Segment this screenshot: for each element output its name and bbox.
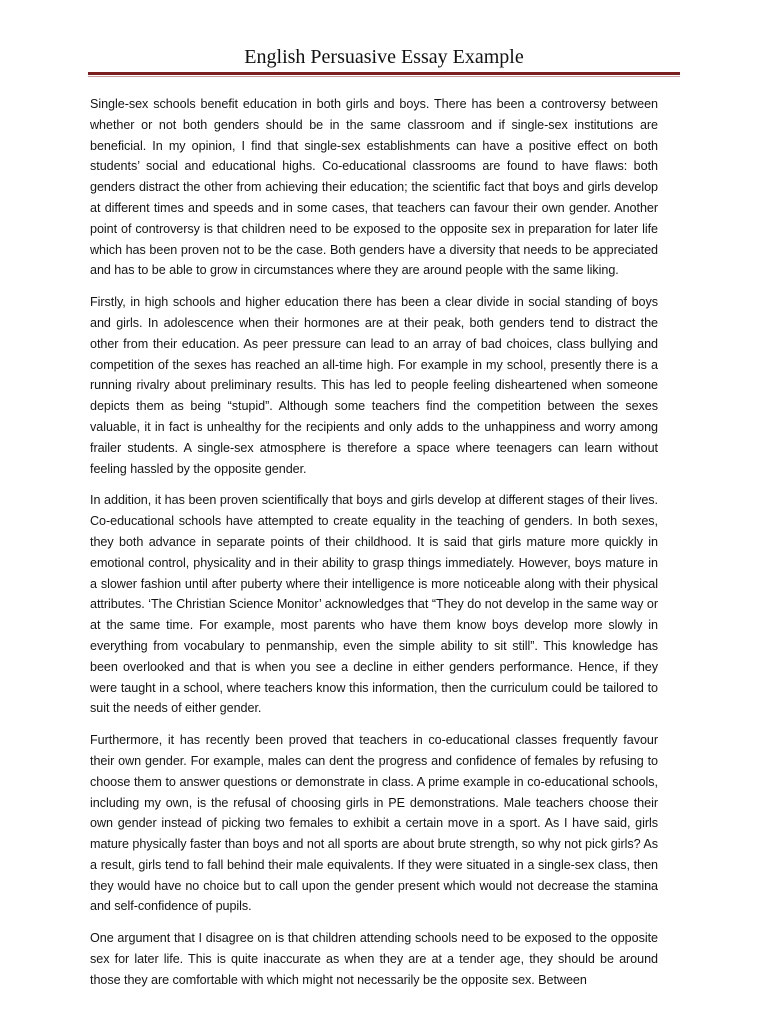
- essay-body: [90, 94, 658, 1002]
- title-underline-rule-secondary: [88, 76, 680, 77]
- essay-paragraph-firstly: Firstly, in high schools and higher education there has been a clear divide in social standing of boys and girls. In adolescence when their hormones are at their peak, both genders tend to distract the other from their education. As peer pressure can lead to an array of bad choices, class bullying and competition of the sexes has reached an all-time high. For example in my school, presently there is a running rivalry about preliminary results. This has led to people feeling disheartened when someone depicts them as being “stupid”. Although some teachers find the competition between the sexes valuable, it in fact is unhealthy for the recipients and only adds to the unhappiness and worry among frailer students. A single-sex atmosphere is therefore a space where teenagers can learn without feeling hassled by the opposite gender.: [90, 295, 658, 476]
- essay-paragraph-furthermore: Furthermore, it has recently been proved that teachers in co-educational classes frequently favour their own gender. For example, males can dent the progress and confidence of females by refusing to choose them to answer questions or demonstrate in class. A prime example in co-educational schools, including my own, is the refusal of choosing girls in PE demonstrations. Male teachers choose their own gender instead of picking two females to exhibit a certain move in a sport. As I have said, girls mature physically faster than boys and not all sports are about brute strength, so why not pick girls? As a result, girls tend to fall behind their male equivalents. If they were situated in a single-sex class, then they would have no choice but to call upon the gender present which would not decrease the stamina and self-confidence of pupils.: [90, 733, 658, 914]
- essay-paragraph-intro: Single-sex schools benefit education in both girls and boys. There has been a controversy between whether or not both genders should be in the same classroom and if single-sex institutions are beneficial. In my opinion, I find that single-sex establishments can have a positive effect on both students’ social and educational highs. Co-educational classrooms are found to have flaws: both genders distract the other from achieving their education; the scientific fact that boys and girls develop at different times and speeds and in some cases, that teachers can favour their own gender. Another point of controversy is that children need to be exposed to the opposite sex in preparation for later life which has been proven not to be the case. Both genders have a diversity that needs to be appreciated and has to be able to grow in circumstances where they are around people with the same liking.: [90, 97, 658, 278]
- document-title: English Persuasive Essay Example: [244, 46, 524, 68]
- essay-paragraph-in-addition: In addition, it has been proven scientifically that boys and girls develop at different stages of their lives. Co-educational schools have attempted to create equality in the teaching of genders. In both sexes, they both advance in separate points of their childhood. It is said that girls mature more quickly in emotional control, physicality and in their ability to grasp things immediately. However, boys mature in a slower fashion until after puberty where their intelligence is more noticeable along with their physical attributes. ‘The Christian Science Monitor’ acknowledges that “They do not develop in the same way or at the same time. For example, most parents who have them know boys develop more slowly in everything from vocabulary to penmanship, even the simple ability to sit still”. This knowledge has been overlooked and that is when you see a decline in either genders performance. Hence, if they were taught in a school, where teachers know this information, then the curriculum could be tailored to suit the needs of either gender.: [90, 493, 658, 716]
- title-underline-rule: [88, 72, 680, 75]
- essay-paragraph-counterargument: One argument that I disagree on is that children attending schools need to be exposed to the opposite sex for later life. This is quite inaccurate as when they are at a tender age, they should be around those they are comfortable with which might not necessarily be the opposite sex. Between: [90, 931, 658, 987]
